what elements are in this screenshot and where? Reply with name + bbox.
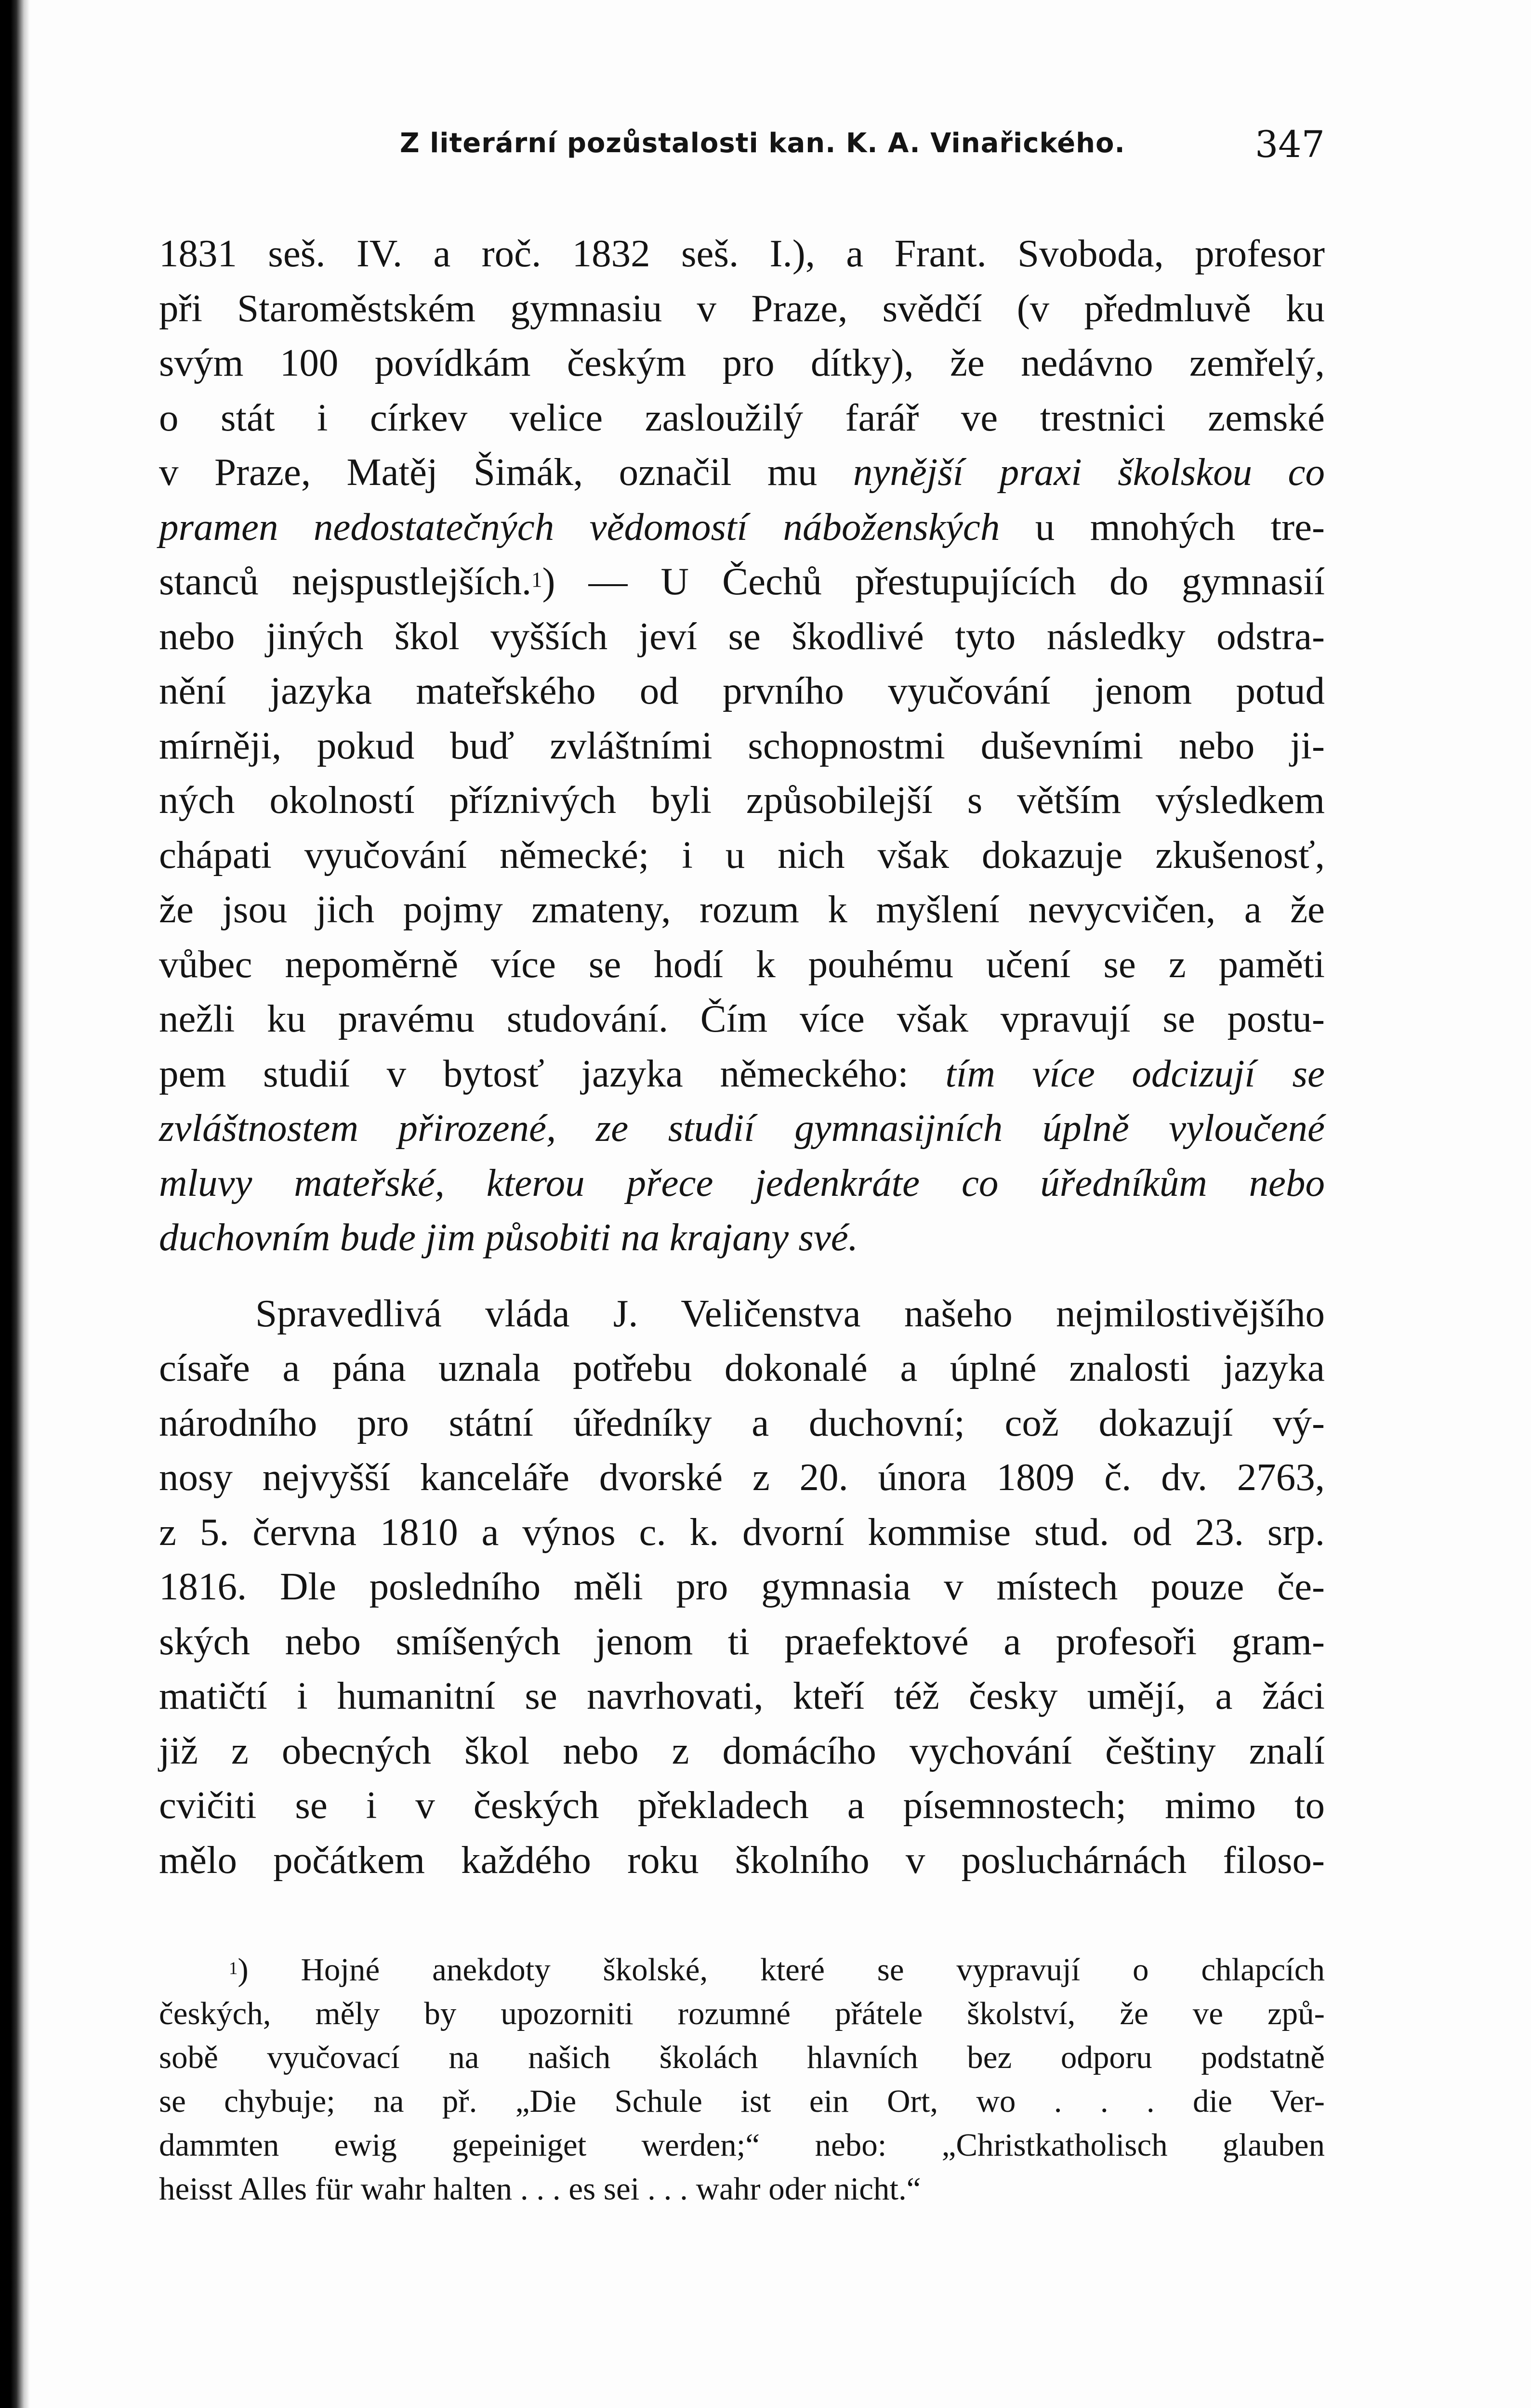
footnote-line: se chybuje; na př. „Die Schule ist ein Ort, wo . . . die Ver-	[159, 2083, 1325, 2119]
main-text	[159, 226, 1325, 1887]
footnote-line: sobě vyučovací na našich školách hlavních bez odporu podstatně	[159, 2040, 1325, 2075]
text-line: ných okolností příznivých byli způsobilejší s větším výsledkem	[159, 778, 1325, 822]
text-line: Spravedlivá vláda J. Veličenstva našeho nejmilostivějšího	[255, 1291, 1325, 1335]
italic-run: tím více odcizují se	[945, 1051, 1325, 1095]
text-run: u mnohých tre-	[1000, 505, 1325, 549]
text-run: ) — U Čechů přestupujících do gymnasií	[542, 560, 1325, 603]
text-line	[159, 554, 1325, 609]
italic-run: pramen nedostatečných vědomostí náboženských	[159, 505, 1000, 549]
footnote-line	[159, 1948, 1325, 1992]
text-line: nebo jiných škol vyšších jeví se škodlivé tyto následky odstra-	[159, 614, 1325, 658]
running-title: Z literární pozůstalosti kan. K. A. Vinařického.	[400, 128, 1125, 159]
text-line: ských nebo smíšených jenom ti praefektové a profesoři gram-	[159, 1619, 1325, 1663]
text-line: že jsou jich pojmy zmateny, rozum k myšlení nevycvičen, a že	[159, 888, 1325, 931]
text-run: v Praze, Matěj Šimák, označil mu	[159, 450, 853, 494]
text-line: cvičiti se i v českých překladech a písemnostech; mimo to	[159, 1783, 1325, 1827]
footnote-line: heisst Alles für wahr halten . . . es sei . . . wahr oder nicht.“	[159, 2171, 921, 2207]
text-line: matičtí i humanitní se navrhovati, kteří též česky umějí, a žáci	[159, 1674, 1325, 1717]
text-line: 1816. Dle posledního měli pro gymnasia v místech pouze če-	[159, 1565, 1325, 1608]
text-line	[159, 1210, 1325, 1265]
text-line: císaře a pána uznala potřebu dokonalé a úplné znalosti jazyka	[159, 1346, 1325, 1389]
text-run: ) Hojné anekdoty školské, které se vypravují o chlapcích	[238, 1952, 1325, 1988]
text-line	[159, 500, 1325, 555]
page-number: 347	[1254, 123, 1325, 166]
text-line: o stát i církev velice zasloužilý farář ve trestnici zemské	[159, 395, 1325, 439]
text-line: vůbec nepoměrně více se hodí k pouhému učení se z paměti	[159, 942, 1325, 986]
text-line: mělo počátkem každého roku školního v posluchárnách filoso-	[159, 1838, 1325, 1882]
text-run: pem studií v bytosť jazyka německého:	[159, 1051, 946, 1095]
footnote-reference: 1	[531, 567, 542, 591]
italic-run: zvláštnostem přirozené, ze studií gymnasijních úplně vyloučené	[159, 1106, 1325, 1150]
footnote-line: dammten ewig gepeiniget werden;“ nebo: „Christkatholisch glauben	[159, 2127, 1325, 2163]
italic-run: duchovním bude jim působiti na krajany své.	[159, 1216, 858, 1259]
italic-run: mluvy mateřské, kterou přece jedenkráte co úředníkům nebo	[159, 1161, 1325, 1204]
paragraph-2	[159, 1286, 1325, 1888]
text-line: při Staroměstském gymnasiu v Praze, svědčí (v předmluvě ku	[159, 286, 1325, 330]
paragraph-gap	[159, 1265, 1325, 1286]
text-line: chápati vyučování německé; i u nich však dokazuje zkušenosť,	[159, 833, 1325, 877]
text-line: národního pro státní úředníky a duchovní; což dokazují vý-	[159, 1400, 1325, 1444]
text-line	[159, 1156, 1325, 1211]
text-line	[159, 445, 1325, 500]
text-line: nežli ku pravému studování. Čím více však vpravují se postu-	[159, 997, 1325, 1040]
text-line: nění jazyka mateřského od prvního vyučování jenom potud	[159, 669, 1325, 712]
page-header	[159, 118, 1325, 176]
text-run: stanců nejspustlejších.	[159, 560, 532, 603]
scan-edge-shadow	[0, 0, 30, 2408]
italic-run: nynější praxi školskou co	[853, 450, 1325, 494]
footnote	[159, 1948, 1325, 2211]
text-line: z 5. června 1810 a výnos c. k. dvorní kommise stud. od 23. srp.	[159, 1510, 1325, 1554]
footnote-marker: 1	[229, 1958, 238, 1978]
text-line	[159, 1101, 1325, 1156]
paragraph-1	[159, 226, 1325, 1265]
text-line: nosy nejvyšší kanceláře dvorské z 20. února 1809 č. dv. 2763,	[159, 1455, 1325, 1499]
text-line: mírněji, pokud buď zvláštními schopnostmi duševními nebo ji-	[159, 723, 1325, 767]
footnote-line: českých, měly by upozorniti rozumné přátele školství, že ve způ-	[159, 1996, 1325, 2031]
text-line: již z obecných škol nebo z domácího vychování češtiny znalí	[159, 1728, 1325, 1772]
text-line: 1831 seš. IV. a roč. 1832 seš. I.), a Frant. Svoboda, profesor	[159, 232, 1325, 275]
text-line	[159, 1047, 1325, 1101]
text-line: svým 100 povídkám českým pro dítky), že nedávno zemřelý,	[159, 341, 1325, 384]
